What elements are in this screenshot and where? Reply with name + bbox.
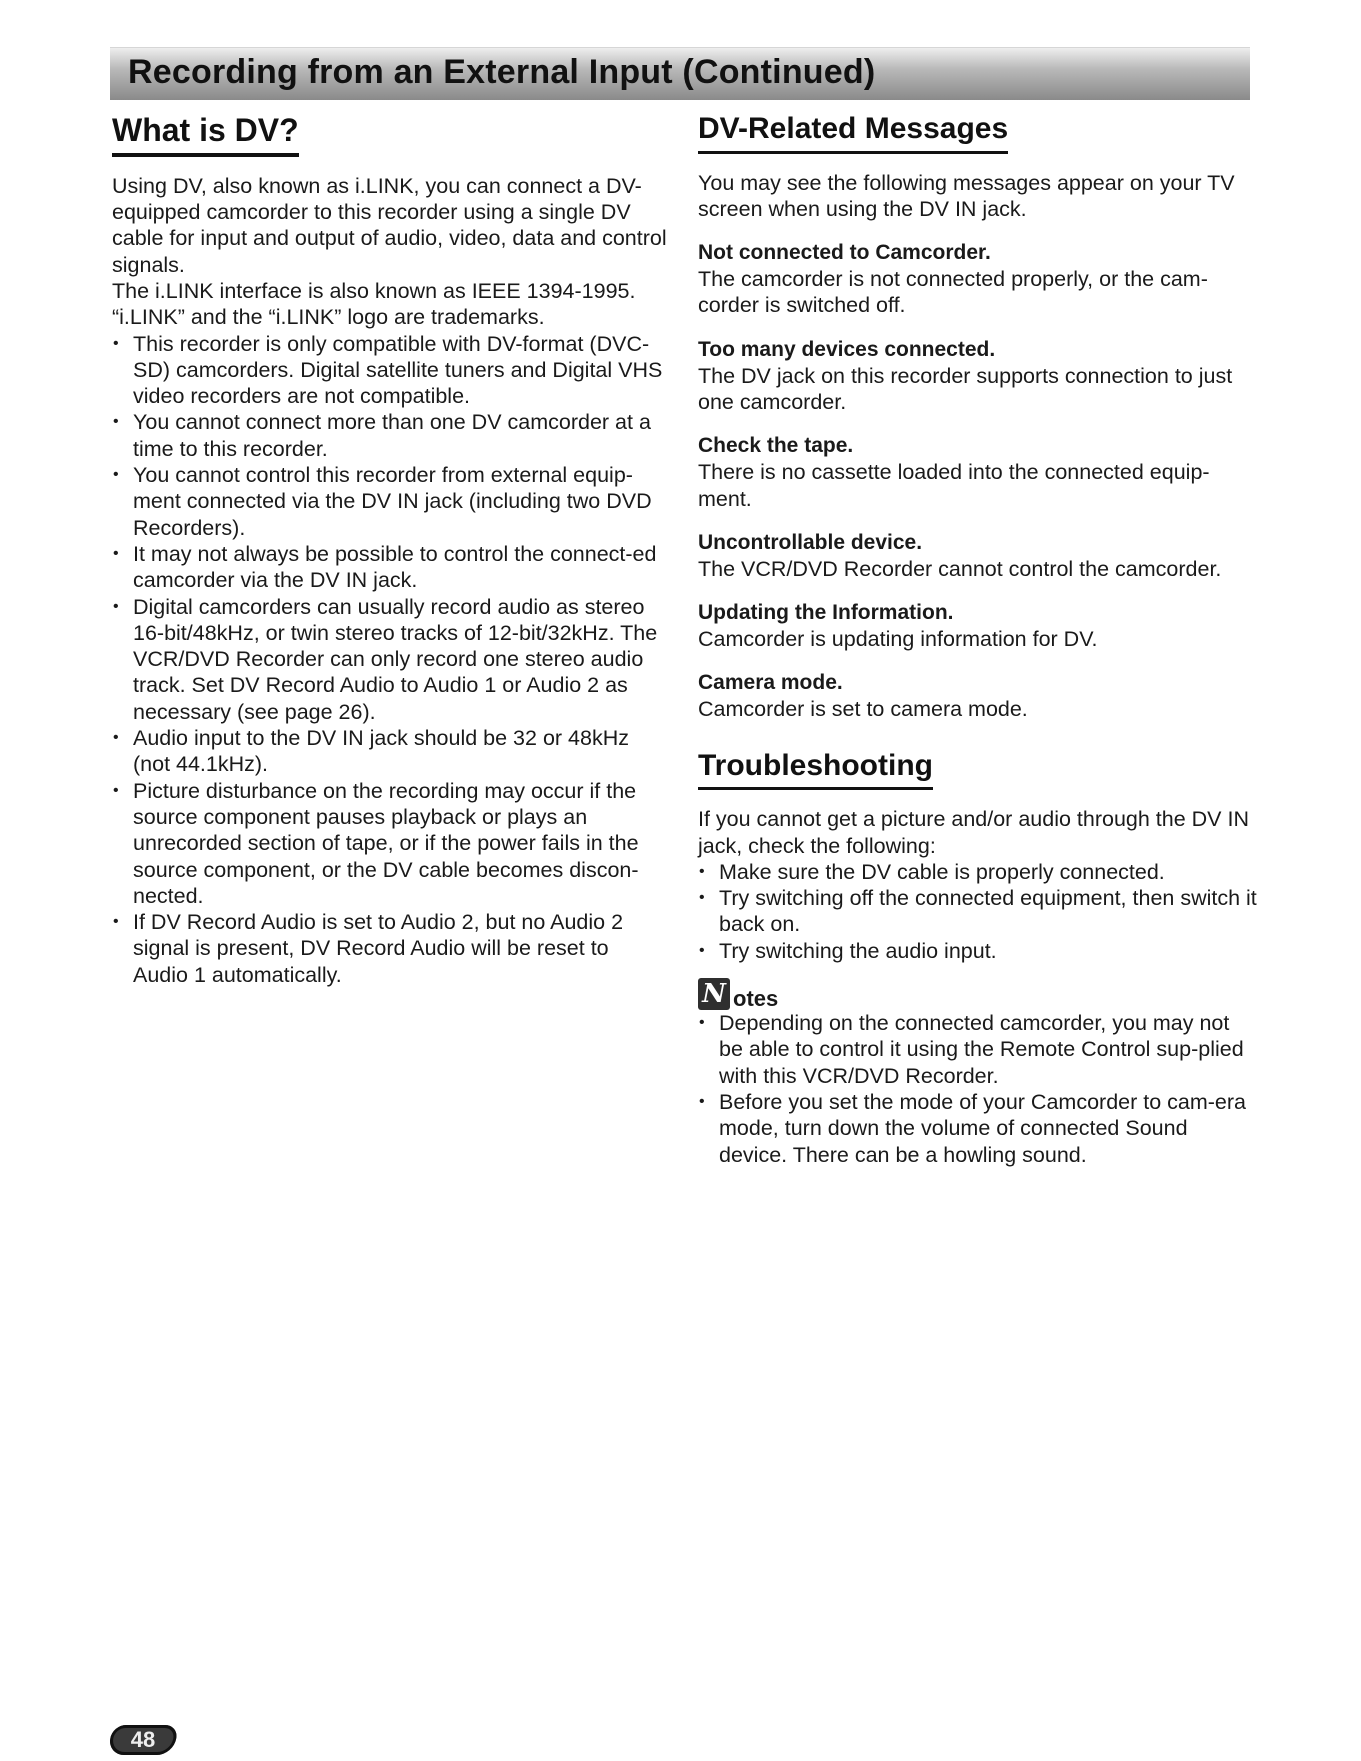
list-item: • Depending on the connected camcorder, you may not be able to control it using the Remote Control sup-plied with this VCR/DVD Recorder. [698,1010,1258,1089]
what-is-dv-heading: What is DV? [112,112,299,157]
page-number: 48 [130,1727,156,1752]
message-title: Check the tape. [698,434,854,458]
page-number-badge [107,1725,178,1755]
message-item [698,600,1258,652]
message-item [698,670,1258,722]
message-title: Not connected to Camcorder. [698,241,991,265]
notes-label: otes [733,986,779,1012]
page-banner [110,47,1250,100]
list-item: • Try switching the audio input. [698,938,1258,964]
dv-bullet-list [112,331,667,988]
message-item [698,530,1258,582]
troubleshooting-intro: If you cannot get a picture and/or audio through the DV IN jack, check the following: [698,807,1249,858]
list-item: • You cannot control this recorder from external equip-ment connected via the DV IN jack (including two DVD Recorders). [112,462,667,541]
message-desc: Camcorder is updating information for DV. [698,627,1098,652]
message-item [698,433,1258,512]
message-desc: The DV jack on this recorder supports connection to just one camcorder. [698,363,1233,414]
message-desc: There is no cassette loaded into the connected equip-ment. [698,460,1210,511]
left-column [112,112,667,988]
message-desc: Camcorder is set to camera mode. [698,697,1028,722]
troubleshooting-list [698,859,1258,964]
list-item: • Audio input to the DV IN jack should be 32 or 48kHz (not 44.1kHz). [112,725,667,778]
list-item: • This recorder is only compatible with DV-format (DVC-SD) camcorders. Digital satellite tuners and Digital VHS video recorders are not compatible. [112,331,667,410]
list-item: • Try switching off the connected equipment, then switch it back on. [698,885,1258,938]
message-title: Too many devices connected. [698,337,996,361]
message-desc: The camcorder is not connected properly, or the cam-corder is switched off. [698,267,1208,318]
dv-messages-intro: You may see the following messages appear on your TV screen when using the DV IN jack. [698,170,1235,221]
page-title: Recording from an External Input (Continued) [128,53,876,91]
paragraph: Using DV, also known as i.LINK, you can connect a DV-equipped camcorder to this recorder using a single DV cable for input and output of audio, video, data and control signals. [112,173,667,277]
message-item [698,240,1258,319]
message-title: Camera mode. [698,671,843,695]
list-item: • Digital camcorders can usually record audio as stereo 16-bit/48kHz, or twin stereo tracks of 12-bit/32kHz. The VCR/DVD Recorder can only record one stereo audio track. Set DV Record Audio to Audio 1 or Audio 2 as necessary (see page 26). [112,594,667,725]
message-item [698,337,1258,416]
list-item: • It may not always be possible to control the connect-ed camcorder via the DV IN jack. [112,541,667,594]
message-desc: The VCR/DVD Recorder cannot control the camcorder. [698,556,1222,581]
list-item: • You cannot connect more than one DV camcorder at a time to this recorder. [112,409,667,462]
troubleshooting-heading: Troubleshooting [698,749,933,791]
notes-header [698,978,1258,1010]
list-item: • Make sure the DV cable is properly connected. [698,859,1258,885]
list-item: • Before you set the mode of your Camcorder to cam-era mode, turn down the volume of connected Sound device. There can be a howling sound. [698,1089,1258,1168]
paragraph: The i.LINK interface is also known as IEEE 1394-1995. “i.LINK” and the “i.LINK” logo are trademarks. [112,278,636,330]
message-title: Uncontrollable device. [698,530,923,554]
notes-list [698,1010,1258,1168]
notes-icon: N [698,978,730,1010]
right-column [698,112,1258,1168]
list-item: • If DV Record Audio is set to Audio 2, but no Audio 2 signal is present, DV Record Audio will be reset to Audio 1 automatically. [112,909,667,988]
dv-messages-heading: DV-Related Messages [698,112,1008,154]
list-item: • Picture disturbance on the recording may occur if the source component pauses playback or plays an unrecorded section of tape, or if the power fails in the source component, or the DV cable becomes discon-nected. [112,778,667,909]
message-title: Updating the Information. [698,601,954,625]
